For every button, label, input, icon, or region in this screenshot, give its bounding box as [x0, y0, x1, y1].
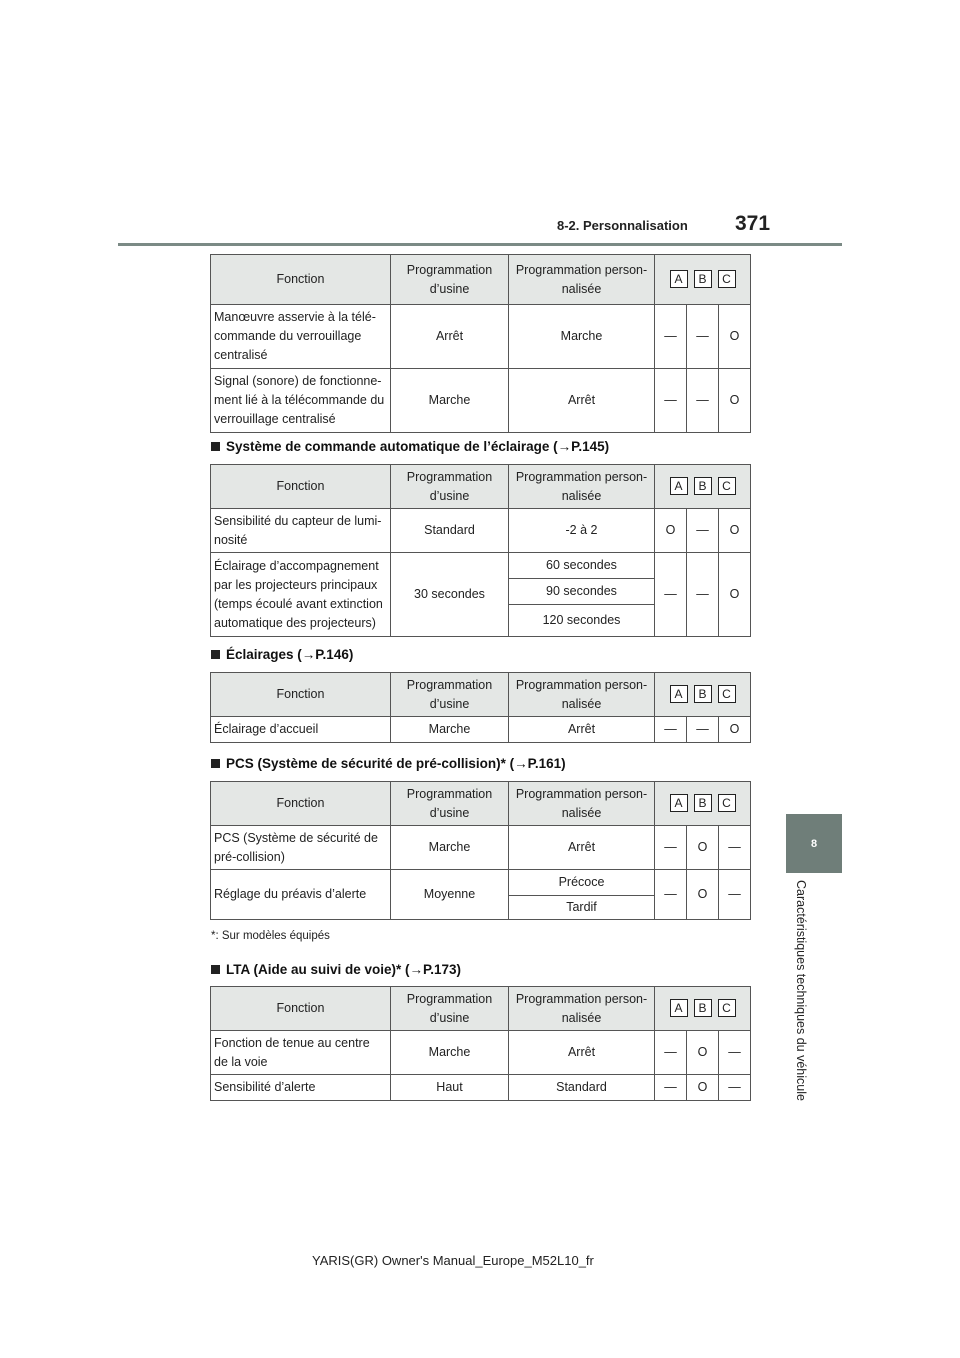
section-title-lta — [211, 962, 461, 977]
header-fonction: Fonction — [211, 465, 391, 509]
cell-c: O — [719, 305, 751, 369]
table-row — [211, 870, 751, 896]
cell-a: — — [655, 1031, 687, 1075]
table-header-row — [211, 255, 751, 305]
section-title-pcs — [211, 756, 566, 771]
col-c-box: C — [718, 794, 736, 812]
header-usine: Programmation d’usine — [391, 673, 509, 717]
cell-perso: Arrêt — [509, 826, 655, 870]
section-title-text: PCS (Système de sécurité de pré-collision)* (→P.161) — [226, 756, 566, 771]
section-header: 8-2. Personnalisation — [557, 218, 688, 233]
table-row — [211, 369, 751, 433]
cell-fonction: Sensibilité du capteur de lumi-nosité — [211, 509, 391, 553]
square-bullet-icon — [211, 965, 220, 974]
col-a-box: A — [670, 794, 688, 812]
section-title-text: Système de commande automatique de l’éclairage (→P.145) — [226, 439, 610, 454]
table-eclairage-auto — [210, 464, 751, 637]
cell-b: — — [687, 553, 719, 637]
header-abc — [655, 987, 751, 1031]
cell-b: — — [687, 369, 719, 433]
cell-usine: Haut — [391, 1075, 509, 1101]
header-fonction: Fonction — [211, 673, 391, 717]
table-row — [211, 509, 751, 553]
section-title-text: LTA (Aide au suivi de voie)* (→P.173) — [226, 962, 462, 977]
cell-b: O — [687, 826, 719, 870]
cell-a: — — [655, 553, 687, 637]
cell-fonction: Réglage du préavis d’alerte — [211, 870, 391, 920]
cell-perso: Arrêt — [509, 717, 655, 743]
cell-b: — — [687, 509, 719, 553]
cell-c: O — [719, 369, 751, 433]
footer-manual-id: YARIS(GR) Owner's Manual_Europe_M52L10_fr — [312, 1253, 594, 1268]
col-c-box: C — [718, 999, 736, 1017]
cell-c: O — [719, 553, 751, 637]
chapter-tab — [786, 814, 842, 873]
cell-c: — — [719, 1075, 751, 1101]
col-a-box: A — [670, 477, 688, 495]
cell-perso-option: Précoce — [509, 870, 655, 896]
cell-usine: Marche — [391, 826, 509, 870]
header-usine: Programmation d’usine — [391, 255, 509, 305]
cell-fonction: Signal (sonore) de fonctionne-ment lié à la télécommande du verrouillage centralisé — [211, 369, 391, 433]
cell-b: — — [687, 305, 719, 369]
page-number: 371 — [735, 212, 771, 235]
cell-fonction: Éclairage d’accompagnement par les projecteurs principaux (temps écoulé avant extinction automatique des projecteurs) — [211, 553, 391, 637]
square-bullet-icon — [211, 650, 220, 659]
cell-usine: Marche — [391, 717, 509, 743]
cell-a: — — [655, 1075, 687, 1101]
cell-perso-option: 120 secondes — [509, 605, 655, 637]
col-c-box: C — [718, 270, 736, 288]
col-c-box: C — [718, 477, 736, 495]
table-header-row — [211, 673, 751, 717]
col-b-box: B — [694, 477, 712, 495]
header-personnalisee: Programmation person-nalisée — [509, 987, 655, 1031]
table-eclairages — [210, 672, 751, 743]
cell-a: — — [655, 369, 687, 433]
cell-b: — — [687, 717, 719, 743]
col-b-box: B — [694, 685, 712, 703]
table-lta — [210, 986, 751, 1101]
cell-c: — — [719, 826, 751, 870]
table-row — [211, 717, 751, 743]
cell-perso: Marche — [509, 305, 655, 369]
square-bullet-icon — [211, 442, 220, 451]
cell-usine: Moyenne — [391, 870, 509, 920]
col-a-box: A — [670, 999, 688, 1017]
header-personnalisee: Programmation person-nalisée — [509, 255, 655, 305]
cell-perso: Arrêt — [509, 369, 655, 433]
header-abc — [655, 465, 751, 509]
cell-c: O — [719, 509, 751, 553]
header-usine: Programmation d’usine — [391, 987, 509, 1031]
cell-perso: Arrêt — [509, 1031, 655, 1075]
cell-a: — — [655, 826, 687, 870]
cell-usine: Marche — [391, 1031, 509, 1075]
cell-fonction: Fonction de tenue au centre de la voie — [211, 1031, 391, 1075]
cell-b: O — [687, 1075, 719, 1101]
col-c-box: C — [718, 685, 736, 703]
table-row — [211, 553, 751, 579]
cell-fonction: PCS (Système de sécurité de pré-collision) — [211, 826, 391, 870]
section-title-eclairages — [211, 647, 353, 662]
header-personnalisee: Programmation person-nalisée — [509, 673, 655, 717]
footnote: *: Sur modèles équipés — [211, 930, 330, 942]
cell-c: — — [719, 870, 751, 920]
col-b-box: B — [694, 999, 712, 1017]
header-usine: Programmation d’usine — [391, 465, 509, 509]
table-locking — [210, 254, 751, 433]
cell-fonction: Éclairage d’accueil — [211, 717, 391, 743]
cell-usine: Arrêt — [391, 305, 509, 369]
cell-fonction: Manœuvre asservie à la télé-commande du verrouillage centralisé — [211, 305, 391, 369]
cell-usine: 30 secondes — [391, 553, 509, 637]
header-fonction: Fonction — [211, 255, 391, 305]
cell-c: O — [719, 717, 751, 743]
table-header-row — [211, 782, 751, 826]
header-fonction: Fonction — [211, 987, 391, 1031]
cell-perso-option: 90 secondes — [509, 579, 655, 605]
cell-b: O — [687, 870, 719, 920]
table-pcs — [210, 781, 751, 920]
cell-usine: Marche — [391, 369, 509, 433]
chapter-tab-number: 8 — [810, 837, 818, 850]
cell-b: O — [687, 1031, 719, 1075]
header-personnalisee: Programmation person-nalisée — [509, 465, 655, 509]
cell-a: O — [655, 509, 687, 553]
cell-fonction: Sensibilité d’alerte — [211, 1075, 391, 1101]
col-b-box: B — [694, 270, 712, 288]
cell-perso: -2 à 2 — [509, 509, 655, 553]
header-abc — [655, 782, 751, 826]
col-b-box: B — [694, 794, 712, 812]
header-personnalisee: Programmation person-nalisée — [509, 782, 655, 826]
table-header-row — [211, 987, 751, 1031]
cell-perso-option: Tardif — [509, 896, 655, 920]
header-usine: Programmation d’usine — [391, 782, 509, 826]
table-header-row — [211, 465, 751, 509]
col-a-box: A — [670, 270, 688, 288]
header-abc — [655, 255, 751, 305]
table-row — [211, 1075, 751, 1101]
chapter-label: Caractéristiques techniques du véhicule — [794, 880, 808, 1101]
cell-a: — — [655, 870, 687, 920]
header-abc — [655, 673, 751, 717]
col-a-box: A — [670, 685, 688, 703]
header-rule — [118, 243, 842, 246]
table-row — [211, 305, 751, 369]
cell-c: — — [719, 1031, 751, 1075]
table-row — [211, 1031, 751, 1075]
header-fonction: Fonction — [211, 782, 391, 826]
cell-perso-option: 60 secondes — [509, 553, 655, 579]
section-title-text: Éclairages (→P.146) — [226, 647, 354, 662]
square-bullet-icon — [211, 759, 220, 768]
cell-a: — — [655, 305, 687, 369]
table-row — [211, 826, 751, 870]
cell-perso: Standard — [509, 1075, 655, 1101]
cell-a: — — [655, 717, 687, 743]
section-title-eclairage-auto — [211, 439, 609, 454]
cell-usine: Standard — [391, 509, 509, 553]
